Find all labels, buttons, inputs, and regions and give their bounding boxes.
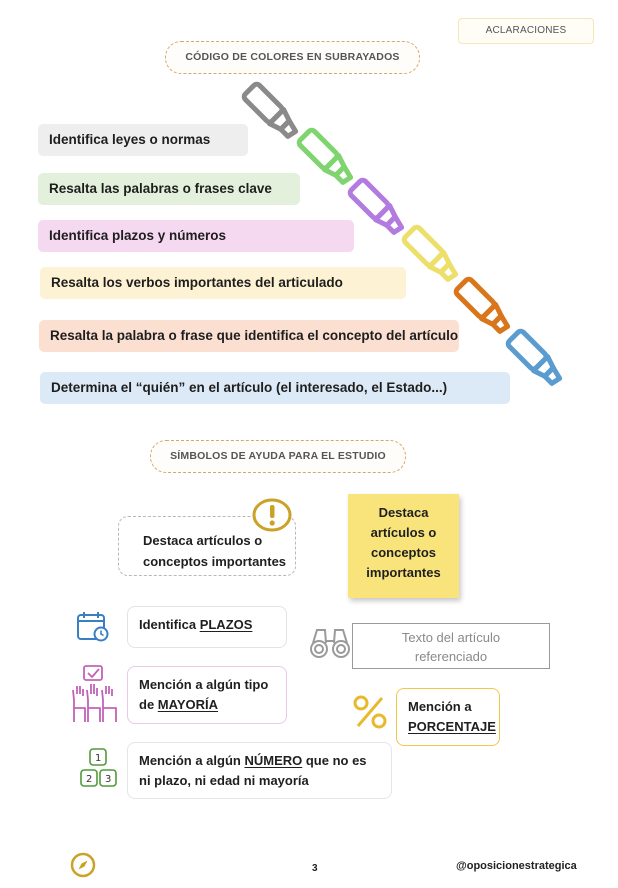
compass-logo-icon [70, 852, 96, 878]
page-number: 3 [312, 863, 318, 874]
aclaraciones-tag: ACLARACIONES [458, 18, 594, 44]
sticky-line-4: importantes [366, 565, 441, 580]
porcentaje-box [396, 688, 500, 746]
symbols-section-title: SÍMBOLOS DE AYUDA PARA EL ESTUDIO [150, 440, 406, 473]
porcentaje-keyword: PORCENTAJE [408, 719, 496, 734]
numero-line-1 [139, 751, 391, 771]
numero-keyword: NÚMERO [244, 753, 303, 768]
numero-line-2: ni plazo, ni edad ni mayoría [139, 773, 309, 788]
raised-hands-vote-icon [70, 664, 122, 724]
callout-line-1: Destaca artículos o [143, 533, 263, 548]
binoculars-icon [308, 624, 352, 660]
color-band-orange: Resalta la palabra o frase que identifica el concepto del artículo [39, 320, 459, 352]
color-band-gray: Identifica leyes o normas [38, 124, 248, 156]
plazos-box [127, 606, 287, 648]
sticky-note [348, 494, 459, 598]
blue-highlighter-icon [500, 325, 574, 395]
svg-text:2: 2 [86, 774, 93, 785]
color-band-green: Resalta las palabras o frases clave [38, 173, 300, 205]
mayoria-box [127, 666, 287, 724]
color-band-purple: Identifica plazos y números [38, 220, 354, 252]
referenced-article-box [352, 623, 550, 669]
mayoria-line-1: Mención a algún tipo [139, 677, 269, 692]
referenced-line-2: referenciado [414, 649, 488, 664]
sticky-line-1: Destaca [378, 505, 429, 520]
color-band-blue: Determina el “quién” en el artículo (el interesado, el Estado...) [40, 372, 510, 404]
referenced-line-1: Texto del artículo [401, 630, 501, 645]
mayoria-prefix: de [139, 697, 158, 712]
svg-text:1: 1 [95, 753, 102, 764]
color-band-yellow: Resalta los verbos importantes del articulado [40, 267, 406, 299]
svg-text:3: 3 [105, 774, 112, 785]
social-handle: @oposicionestrategica [456, 860, 577, 872]
percent-icon [352, 694, 388, 730]
calendar-clock-icon [76, 610, 110, 642]
porcentaje-line-1: Mención a [408, 699, 472, 714]
plazos-prefix: Identifica [139, 617, 200, 632]
numero-suffix: que no es [302, 753, 367, 768]
number-blocks-icon [78, 746, 122, 790]
exclamation-icon [251, 497, 293, 533]
colors-section-title: CÓDIGO DE COLORES EN SUBRAYADOS [165, 41, 420, 74]
sticky-line-3: conceptos [370, 545, 436, 560]
mayoria-keyword: MAYORÍA [157, 697, 218, 712]
callout-line-2: conceptos importantes [143, 554, 287, 569]
numero-prefix: Mención a algún [139, 753, 245, 768]
numero-box [127, 742, 392, 799]
plazos-keyword: PLAZOS [199, 617, 253, 632]
porcentaje-line-2 [408, 717, 499, 737]
mayoria-line-2 [139, 695, 286, 715]
sticky-line-2: artículos o [370, 525, 437, 540]
